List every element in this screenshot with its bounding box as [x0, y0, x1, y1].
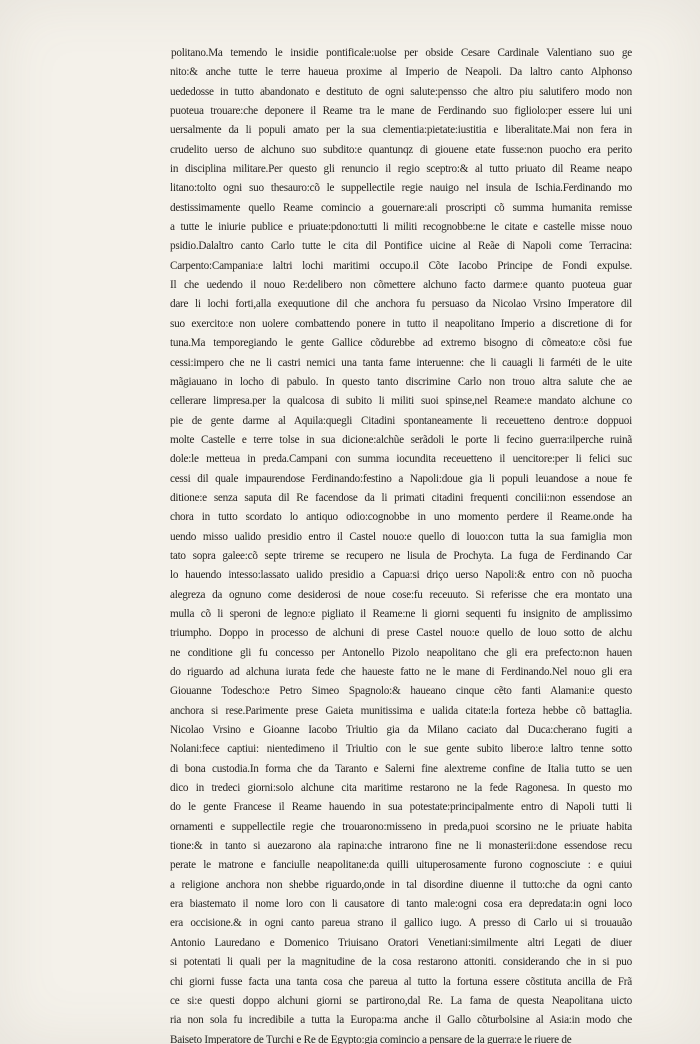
text-line: ria non sola fu incredibile a tutta la Europa:ma anche il Gallo cõturbolsine al Asia:in modo che — [170, 1014, 632, 1027]
text-line: Nolani:fece captiui: nientedimeno il Triultio con le sue gente subito libero:e laltro tenne sotto — [170, 743, 632, 756]
text-line: cellerare limpresa.per la qualcosa di subito li militi suoi spinse,nel Reame:e mandato alchune co — [170, 395, 632, 408]
text-line: dico in tredeci giorni:solo alchune cita maritime restarono ne la fede Ragonesa. In questo mo — [170, 782, 632, 795]
text-line: Nicolao Vrsino e Gioanne Iacobo Triultio gia da Milano caciato dal Duca:cherano fugiti a — [170, 724, 632, 737]
text-block — [170, 44, 632, 1044]
text-line: anchora si rese.Parimente prese Gaieta munitissima e ualida citate:la forteza hebbe cõ battaglia. — [170, 704, 632, 717]
text-line: a religione anchora non shebbe riguardo,onde in tal disordine diuenne il tutto:che da ogni canto — [170, 878, 632, 891]
text-line: dare li lochi forti,alla exequutione dil che anchora fu persuaso da Nicolao Vrsino Imperatore dil — [170, 298, 632, 311]
text-line: politano.Ma temendo le insidie pontificale:uolse per obside Cesare Cardinale Valentiano suo ge — [171, 47, 632, 59]
text-line: di bona custodia.In forma che da Taranto e Salerni fine alextreme confine de Italia tutto se uen — [170, 762, 632, 775]
text-line: uendo misso ualido presidio entro il Castel nouo:e quello di louo:con tutta la sua famiglia mon — [170, 530, 632, 543]
text-line: lo hauendo intesso:lassato ualido presidio a Capua:si driço uerso Napoli:& entro con nõ puocha — [170, 569, 632, 582]
text-line: uededosse in tutto abandonato e destituto de ogni salute:pensso che altro piu salutifero modo non — [170, 85, 632, 98]
text-line: puoteua trouare:che deponere il Reame tra le mane de Ferdinando suo figliolo:per essere lui uni — [170, 105, 632, 118]
text-line: Il che uedendo il nouo Re:delibero non cõmettere alchuno facto darme:e quanto puoteua guar — [170, 279, 632, 292]
text-line: psidio.Dalaltro canto Carlo tutte le cita dil Pontifice uicine al Reãe di Napoli come Terracina: — [170, 240, 632, 253]
text-line: ornamenti e suppellectile regie che trouarono:misseno in preda,puoi scorsino ne le priuate habita — [170, 820, 632, 833]
text-line: Antonio Lauredano e Domenico Triuisano Oratori Venetiani:similmente altri Legati de diuer — [170, 936, 632, 949]
text-line: cessi:impero che ne li castri nemici una tanta fame interuenne: che li cauagli li farméti de le uite — [170, 356, 632, 369]
text-line: suo exercito:e non uolere combattendo ponere in tutto il neapolitano Imperio a discretione di for — [170, 317, 632, 330]
text-line: era biastemato il nome loro con li causatore di tanto male:ogni cosa era depredata:in ogni loco — [170, 898, 632, 911]
text-line: ce si:e questi doppo alchuni giorni se partirono,dal Re. La fama de questa Neapolitana uicto — [170, 994, 632, 1007]
text-line: mãgiauano in locho di pabulo. In questo tanto discrimine Carlo non trouo altra salute che ae — [170, 375, 632, 388]
text-line: crudelito uerso de alchuno suo subdito:e quantunqz di giouene etate fusse:non puocho era perito — [170, 143, 632, 156]
text-line: mulla cõ li speroni de legno:e pigliato il Reame:ne li giorni sequenti fu insignito de amplissimo — [170, 607, 632, 620]
text-line: do riguardo ad alchuna iurata fede che haueste fatto ne le mane di Ferdinando.Nel nouo gli era — [170, 666, 632, 678]
text-line: cessi dil quale impaurendose Ferdinando:festino a Napoli:doue gia li populi leuandose a noue fe — [170, 472, 632, 485]
text-line: uersalmente da li populi amato per la sua clementia:pietate:iustitia e liberalitate.Mai non fera in — [170, 124, 632, 137]
text-line: alegreza da ognuno come desiderosi de noue cose:fu receuuto. Si referisse che era montato una — [170, 588, 632, 601]
text-line: si potentati li quali per la magnitudine de la cosa restarono attoniti. considerando che in si puo — [170, 956, 632, 969]
text-line: a tutte le iniurie publice e priuate:pdono:tutti li militi recognobbe:ne le citate e castelle misse nouo — [170, 221, 632, 234]
text-line: ditione:e senza saputa dil Re facendose da li primati citadini frequenti concilii:non essendose an — [170, 491, 632, 504]
text-line: triumpho. Doppo in processo de alchuni di prese Castel nouo:e quello de louo sotto de alchu — [170, 627, 632, 640]
text-line: pie de gente darme al Aquila:quegli Citadini spontaneamente li receuetteno dentro:e doppuoi — [170, 414, 632, 427]
text-line: molte Castelle e terre tolse in sua dicione:alchũe serãdoli le porte li fecino guerra:ilperche ruinã — [170, 433, 632, 446]
text-line: era occisione.& in ogni canto pareua strano il gallico iugo. A presso di Carlo ui si trouauão — [170, 917, 632, 930]
text-line: chi giorni fusse facta una tanta cosa che pareua al tutto la fortuna essere cõstituta ancilla de Frã — [170, 975, 632, 988]
text-line: litano:tolto ogni suo thesauro:cõ le suppellectile regie nauigo nel insula de Ischia.Ferdinando mo — [170, 182, 632, 195]
text-line: tione:& in tanto si auezarono ala rapina:che intrarono fine ne li monasterii:done essendose recu — [170, 840, 632, 853]
text-line: destissimamente quello Reame comincio a gouernare:ali proscripti cõ summa humanita remisse — [170, 201, 632, 214]
text-line: Giouanne Todescho:e Petro Simeo Spagnolo:& haueano cinque cẽto fanti Alamani:e questo — [170, 685, 632, 698]
text-line: tuna.Ma temporegiando le gente Gallice cõdurebbe ad extremo bisogno di cõmeato:e cõsi fue — [170, 337, 632, 350]
text-line: in disciplina militare.Per questo gli renuncio il regio sceptro:& al tutto priuato dil Reame neapo — [170, 163, 632, 176]
text-line: Carpento:Campania:e laltri lochi maritimi occupo.il Cõte Iacobo Principe de Fondi expulse. — [170, 259, 632, 272]
text-line: perate le matrone e fanciulle neapolitane:da quilli uituperosamente furono cognosciute : e quiui — [170, 859, 632, 872]
text-line: ne conditione gli fu concesso per Antonello Pizolo neapolitano che gli era prefecto:non hauen — [170, 646, 632, 659]
text-line: do le gente Francese il Reame hauendo in sua potestate:principalmente entro di Napoli tutti li — [170, 801, 632, 814]
text-line: chora in tutto scordato lo antiquo odio:cognobbe in uno momento perdere il Reame.onde ha — [170, 511, 632, 524]
text-line: nito:& anche tutte le terre haueua proxime al Imperio de Neapoli. Da laltro canto Alphonso — [170, 66, 632, 79]
text-line: dole:le metteua in preda.Campani con summa iocundita receuetteno il uencitore:per li felici suc — [170, 453, 632, 466]
text-line: tato sopra galee:cõ septe trireme se recupero ne lisula de Prochyta. La fuga de Ferdinando Car — [170, 549, 632, 562]
text-line: Baiseto Imperatore de Turchi e Re de Egypto:gia comincio a pensare de la guerra:e le riuere de — [170, 1033, 572, 1044]
